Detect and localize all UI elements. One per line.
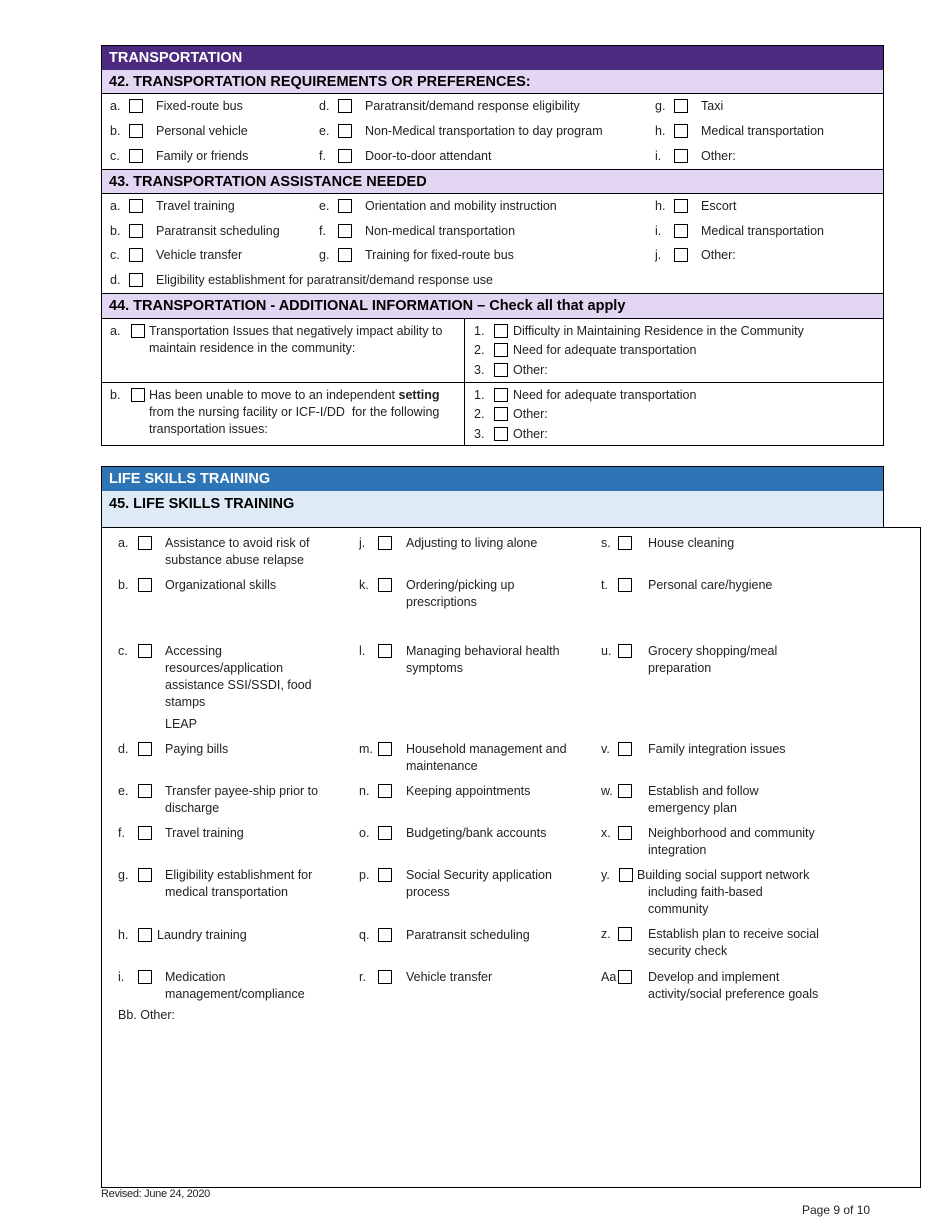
revised-date: Revised: June 24, 2020 bbox=[101, 1188, 210, 1200]
checkbox-item bbox=[359, 741, 594, 775]
item-label: Transfer payee-ship prior to bbox=[165, 784, 319, 798]
item-letter: m. bbox=[359, 742, 373, 756]
checkbox-item bbox=[319, 98, 639, 115]
checkbox-item bbox=[474, 426, 874, 443]
checkbox-item bbox=[359, 643, 594, 677]
checkbox-item bbox=[319, 123, 639, 140]
item-letter: i. bbox=[655, 224, 662, 238]
item-label: Organizational skills bbox=[165, 578, 277, 592]
item-label: integration bbox=[648, 843, 707, 857]
checkbox[interactable] bbox=[494, 388, 508, 402]
item-letter: s. bbox=[601, 536, 611, 550]
checkbox[interactable] bbox=[338, 224, 352, 238]
item-letter: e. bbox=[319, 124, 330, 138]
checkbox-item bbox=[118, 969, 353, 1003]
item-letter: h. bbox=[118, 928, 129, 942]
item-label: Eligibility establishment for paratransit/demand response use bbox=[156, 273, 493, 287]
item-label: Accessing bbox=[165, 644, 222, 658]
item-label: stamps bbox=[165, 695, 206, 709]
item-letter: b. bbox=[110, 224, 121, 238]
item-letter: 2. bbox=[474, 343, 485, 357]
checkbox[interactable] bbox=[674, 248, 688, 262]
checkbox-item bbox=[655, 198, 950, 215]
item-letter: d. bbox=[319, 99, 330, 113]
item-label: Vehicle transfer bbox=[156, 248, 243, 262]
checkbox[interactable] bbox=[129, 248, 143, 262]
item-label: resources/application bbox=[165, 661, 284, 675]
item-label: Paratransit scheduling bbox=[406, 928, 530, 942]
item-label: Difficulty in Maintaining Residence in the Community bbox=[513, 324, 804, 338]
checkbox[interactable] bbox=[378, 644, 392, 658]
item-letter: c. bbox=[110, 149, 120, 163]
checkbox-item bbox=[474, 406, 874, 423]
checkbox-item bbox=[118, 535, 353, 569]
item-letter: f. bbox=[319, 224, 326, 238]
checkbox-item bbox=[601, 867, 836, 918]
item-label: emergency plan bbox=[648, 801, 737, 815]
checkbox-item bbox=[474, 342, 874, 359]
item-label: substance abuse relapse bbox=[165, 553, 304, 567]
item-label: community bbox=[648, 902, 709, 916]
item-letter: n. bbox=[359, 784, 370, 798]
checkbox[interactable] bbox=[378, 868, 392, 882]
q43-title-bar bbox=[102, 170, 883, 194]
item-label: prescriptions bbox=[406, 595, 477, 609]
checkbox-item bbox=[655, 247, 950, 264]
checkbox-item bbox=[118, 741, 353, 758]
item-label: Paying bills bbox=[165, 742, 229, 756]
item-label: Family or friends bbox=[156, 149, 249, 163]
checkbox[interactable] bbox=[138, 536, 152, 550]
checkbox-item bbox=[601, 825, 836, 859]
q44-title-bar bbox=[102, 294, 883, 319]
item-letter: j. bbox=[655, 248, 662, 262]
item-label: Door-to-door attendant bbox=[365, 149, 492, 163]
item-label: Medical transportation bbox=[701, 224, 824, 238]
item-letter: w. bbox=[601, 784, 613, 798]
item-label: Adjusting to living alone bbox=[406, 536, 538, 550]
item-label: Assistance to avoid risk of bbox=[165, 536, 310, 550]
checkbox[interactable] bbox=[674, 224, 688, 238]
checkbox[interactable] bbox=[129, 99, 143, 113]
checkbox-item bbox=[359, 927, 594, 944]
checkbox[interactable] bbox=[378, 578, 392, 592]
item-letter: 1. bbox=[474, 388, 485, 402]
item-letter: e. bbox=[319, 199, 330, 213]
item-letter: g. bbox=[118, 868, 129, 882]
item-label: Personal vehicle bbox=[156, 124, 248, 138]
checkbox[interactable] bbox=[618, 970, 632, 984]
checkbox-item bbox=[359, 783, 594, 800]
item-label: Transportation Issues that negatively impact ability to bbox=[149, 324, 443, 338]
item-label: Establish plan to receive social bbox=[648, 927, 819, 941]
checkbox[interactable] bbox=[129, 273, 143, 287]
item-label: Travel training bbox=[156, 199, 235, 213]
item-letter: 1. bbox=[474, 324, 485, 338]
checkbox[interactable] bbox=[378, 928, 392, 942]
item-label: Family integration issues bbox=[648, 742, 786, 756]
checkbox[interactable] bbox=[138, 742, 152, 756]
q44-title: 44. TRANSPORTATION - ADDITIONAL INFORMATION – Check all that apply bbox=[109, 298, 626, 314]
checkbox[interactable] bbox=[129, 224, 143, 238]
checkbox-item bbox=[118, 783, 353, 817]
checkbox-item bbox=[359, 535, 594, 552]
item-letter: a. bbox=[110, 199, 121, 213]
checkbox-item bbox=[118, 716, 353, 733]
checkbox-item bbox=[474, 323, 874, 340]
item-label: Medication bbox=[165, 970, 226, 984]
item-letter: f. bbox=[319, 149, 326, 163]
checkbox[interactable] bbox=[674, 124, 688, 138]
item-label: activity/social preference goals bbox=[648, 987, 819, 1001]
q45-title: 45. LIFE SKILLS TRAINING bbox=[109, 496, 295, 512]
item-label: preparation bbox=[648, 661, 712, 675]
item-letter: f. bbox=[118, 826, 125, 840]
item-label: House cleaning bbox=[648, 536, 735, 550]
checkbox-item bbox=[655, 123, 950, 140]
item-letter: t. bbox=[601, 578, 608, 592]
checkbox[interactable] bbox=[618, 536, 632, 550]
item-letter: l. bbox=[359, 644, 366, 658]
item-letter: i. bbox=[118, 970, 125, 984]
item-letter: c. bbox=[118, 644, 128, 658]
checkbox-item bbox=[601, 783, 836, 817]
item-letter: b. bbox=[118, 578, 129, 592]
q43-title: 43. TRANSPORTATION ASSISTANCE NEEDED bbox=[109, 173, 427, 190]
item-letter: b. bbox=[110, 388, 121, 402]
checkbox[interactable] bbox=[378, 784, 392, 798]
checkbox-item bbox=[655, 223, 950, 240]
checkbox[interactable] bbox=[378, 970, 392, 984]
checkbox[interactable] bbox=[494, 363, 508, 377]
item-label: Ordering/picking up bbox=[406, 578, 515, 592]
checkbox-item bbox=[359, 577, 594, 611]
item-letter: d. bbox=[118, 742, 129, 756]
checkbox-item bbox=[655, 148, 950, 165]
life-skills-header bbox=[101, 466, 884, 491]
item-label: Eligibility establishment for bbox=[165, 868, 313, 882]
item-label: Household management and bbox=[406, 742, 567, 756]
checkbox-item bbox=[118, 927, 353, 944]
checkbox-item bbox=[118, 825, 353, 842]
checkbox[interactable] bbox=[494, 407, 508, 421]
checkbox[interactable] bbox=[494, 324, 508, 338]
item-letter: g. bbox=[655, 99, 666, 113]
item-label: Fixed-route bus bbox=[156, 99, 243, 113]
checkbox-item bbox=[359, 825, 594, 842]
checkbox[interactable] bbox=[129, 124, 143, 138]
item-letter: 3. bbox=[474, 427, 485, 441]
q45-title-bar bbox=[101, 491, 884, 527]
item-label: symptoms bbox=[406, 661, 463, 675]
checkbox-item bbox=[474, 362, 874, 379]
checkbox[interactable] bbox=[618, 784, 632, 798]
checkbox[interactable] bbox=[378, 826, 392, 840]
checkbox-item bbox=[601, 969, 836, 1003]
checkbox-item bbox=[319, 247, 639, 264]
item-label: LEAP bbox=[165, 717, 197, 731]
checkbox-item bbox=[655, 98, 950, 115]
item-letter: d. bbox=[110, 273, 121, 287]
checkbox-item bbox=[118, 867, 353, 901]
checkbox[interactable] bbox=[619, 868, 633, 882]
item-label: maintain residence in the community: bbox=[149, 341, 356, 355]
item-label: Paratransit/demand response eligibility bbox=[365, 99, 580, 113]
checkbox[interactable] bbox=[674, 99, 688, 113]
transportation-header bbox=[102, 46, 883, 70]
item-letter: a. bbox=[110, 99, 121, 113]
item-label: Develop and implement bbox=[648, 970, 780, 984]
checkbox-item bbox=[319, 148, 639, 165]
item-label: Vehicle transfer bbox=[406, 970, 493, 984]
item-label: Building social support network bbox=[637, 868, 810, 882]
item-letter: k. bbox=[359, 578, 369, 592]
q45-other-label: Bb. Other: bbox=[118, 1008, 175, 1022]
item-label: Training for fixed-route bus bbox=[365, 248, 514, 262]
item-letter: y. bbox=[601, 868, 610, 882]
checkbox[interactable] bbox=[138, 578, 152, 592]
item-label: Grocery shopping/meal bbox=[648, 644, 778, 658]
item-letter: 3. bbox=[474, 363, 485, 377]
item-letter: i. bbox=[655, 149, 662, 163]
life-skills-header-text: LIFE SKILLS TRAINING bbox=[109, 471, 271, 487]
item-letter: c. bbox=[110, 248, 120, 262]
item-label: Other: bbox=[701, 248, 736, 262]
item-label: Need for adequate transportation bbox=[513, 388, 697, 402]
checkbox[interactable] bbox=[131, 388, 145, 402]
checkbox[interactable] bbox=[674, 199, 688, 213]
divider bbox=[101, 382, 884, 383]
item-label: Establish and follow bbox=[648, 784, 759, 798]
item-letter: v. bbox=[601, 742, 610, 756]
item-letter: x. bbox=[601, 826, 611, 840]
item-letter: a. bbox=[118, 536, 129, 550]
item-letter: b. bbox=[110, 124, 121, 138]
checkbox[interactable] bbox=[138, 970, 152, 984]
item-letter: p. bbox=[359, 868, 370, 882]
item-label: process bbox=[406, 885, 450, 899]
item-label: from the nursing facility or ICF-I/DD for the following bbox=[149, 405, 440, 419]
item-label: including faith-based bbox=[648, 885, 763, 899]
item-label: Laundry training bbox=[157, 928, 247, 942]
checkbox[interactable] bbox=[129, 199, 143, 213]
checkbox[interactable] bbox=[618, 826, 632, 840]
item-label-bold: setting bbox=[398, 388, 440, 402]
checkbox[interactable] bbox=[494, 427, 508, 441]
checkbox-item bbox=[359, 969, 594, 986]
page-number: Page 9 of 10 bbox=[802, 1203, 871, 1217]
checkbox[interactable] bbox=[618, 742, 632, 756]
item-letter: h. bbox=[655, 199, 666, 213]
item-label: management/compliance bbox=[165, 987, 305, 1001]
checkbox-item bbox=[601, 577, 836, 594]
checkbox[interactable] bbox=[338, 99, 352, 113]
q42-title: 42. TRANSPORTATION REQUIREMENTS OR PREFERENCES: bbox=[109, 73, 531, 90]
item-label bbox=[149, 387, 439, 404]
checkbox[interactable] bbox=[138, 784, 152, 798]
item-letter: q. bbox=[359, 928, 370, 942]
checkbox[interactable] bbox=[618, 578, 632, 592]
item-letter: Aa bbox=[601, 970, 617, 984]
checkbox-item bbox=[601, 643, 836, 677]
item-label: Orientation and mobility instruction bbox=[365, 199, 557, 213]
checkbox-item bbox=[601, 741, 836, 758]
item-label: Other: bbox=[513, 363, 548, 377]
checkbox[interactable] bbox=[138, 644, 152, 658]
item-label: Non-medical transportation bbox=[365, 224, 516, 238]
item-label: Other: bbox=[513, 407, 548, 421]
item-label: Medical transportation bbox=[701, 124, 824, 138]
q44-item-a bbox=[110, 323, 460, 363]
item-label: Managing behavioral health bbox=[406, 644, 560, 658]
q44-item-b bbox=[110, 387, 460, 442]
checkbox-item bbox=[601, 535, 836, 552]
item-label: Keeping appointments bbox=[406, 784, 531, 798]
item-label: Taxi bbox=[701, 99, 724, 113]
item-label: medical transportation bbox=[165, 885, 288, 899]
item-label: assistance SSI/SSDI, food bbox=[165, 678, 312, 692]
checkbox[interactable] bbox=[674, 149, 688, 163]
item-label: Need for adequate transportation bbox=[513, 343, 697, 357]
checkbox[interactable] bbox=[618, 644, 632, 658]
item-label: Non-Medical transportation to day program bbox=[365, 124, 603, 138]
checkbox[interactable] bbox=[138, 928, 152, 942]
item-letter: u. bbox=[601, 644, 612, 658]
item-letter: z. bbox=[601, 927, 611, 941]
checkbox[interactable] bbox=[378, 536, 392, 550]
item-label: transportation issues: bbox=[149, 422, 268, 436]
item-letter: e. bbox=[118, 784, 129, 798]
checkbox[interactable] bbox=[338, 248, 352, 262]
checkbox-item bbox=[601, 926, 836, 960]
item-label: Other: bbox=[701, 149, 736, 163]
checkbox-item bbox=[359, 867, 594, 901]
checkbox[interactable] bbox=[131, 324, 145, 338]
item-label: Personal care/hygiene bbox=[648, 578, 773, 592]
item-letter: h. bbox=[655, 124, 666, 138]
checkbox[interactable] bbox=[338, 199, 352, 213]
item-letter: a. bbox=[110, 324, 121, 338]
item-label: Social Security application bbox=[406, 868, 552, 882]
item-label: Escort bbox=[701, 199, 737, 213]
item-label: security check bbox=[648, 944, 728, 958]
item-label: Budgeting/bank accounts bbox=[406, 826, 547, 840]
item-label: maintenance bbox=[406, 759, 478, 773]
checkbox-item bbox=[474, 387, 874, 404]
item-label: discharge bbox=[165, 801, 220, 815]
q42-title-bar bbox=[102, 70, 883, 94]
item-letter: j. bbox=[359, 536, 366, 550]
item-label: Paratransit scheduling bbox=[156, 224, 280, 238]
item-letter: o. bbox=[359, 826, 370, 840]
transportation-header-text: TRANSPORTATION bbox=[109, 50, 243, 66]
checkbox-item bbox=[319, 198, 639, 215]
checkbox[interactable] bbox=[138, 826, 152, 840]
item-letter: r. bbox=[359, 970, 366, 984]
checkbox-item bbox=[118, 643, 353, 711]
item-label: Neighborhood and community bbox=[648, 826, 815, 840]
checkbox[interactable] bbox=[129, 149, 143, 163]
checkbox[interactable] bbox=[338, 149, 352, 163]
checkbox[interactable] bbox=[378, 742, 392, 756]
checkbox[interactable] bbox=[618, 927, 632, 941]
item-letter: g. bbox=[319, 248, 330, 262]
checkbox[interactable] bbox=[494, 343, 508, 357]
checkbox-item bbox=[118, 577, 353, 594]
item-letter: 2. bbox=[474, 407, 485, 421]
checkbox-item bbox=[319, 223, 639, 240]
item-label: Other: bbox=[513, 427, 548, 441]
item-label-part: Has been unable to move to an independent bbox=[149, 388, 399, 402]
checkbox[interactable] bbox=[138, 868, 152, 882]
item-label: Travel training bbox=[165, 826, 244, 840]
checkbox-item bbox=[110, 272, 610, 289]
checkbox[interactable] bbox=[338, 124, 352, 138]
